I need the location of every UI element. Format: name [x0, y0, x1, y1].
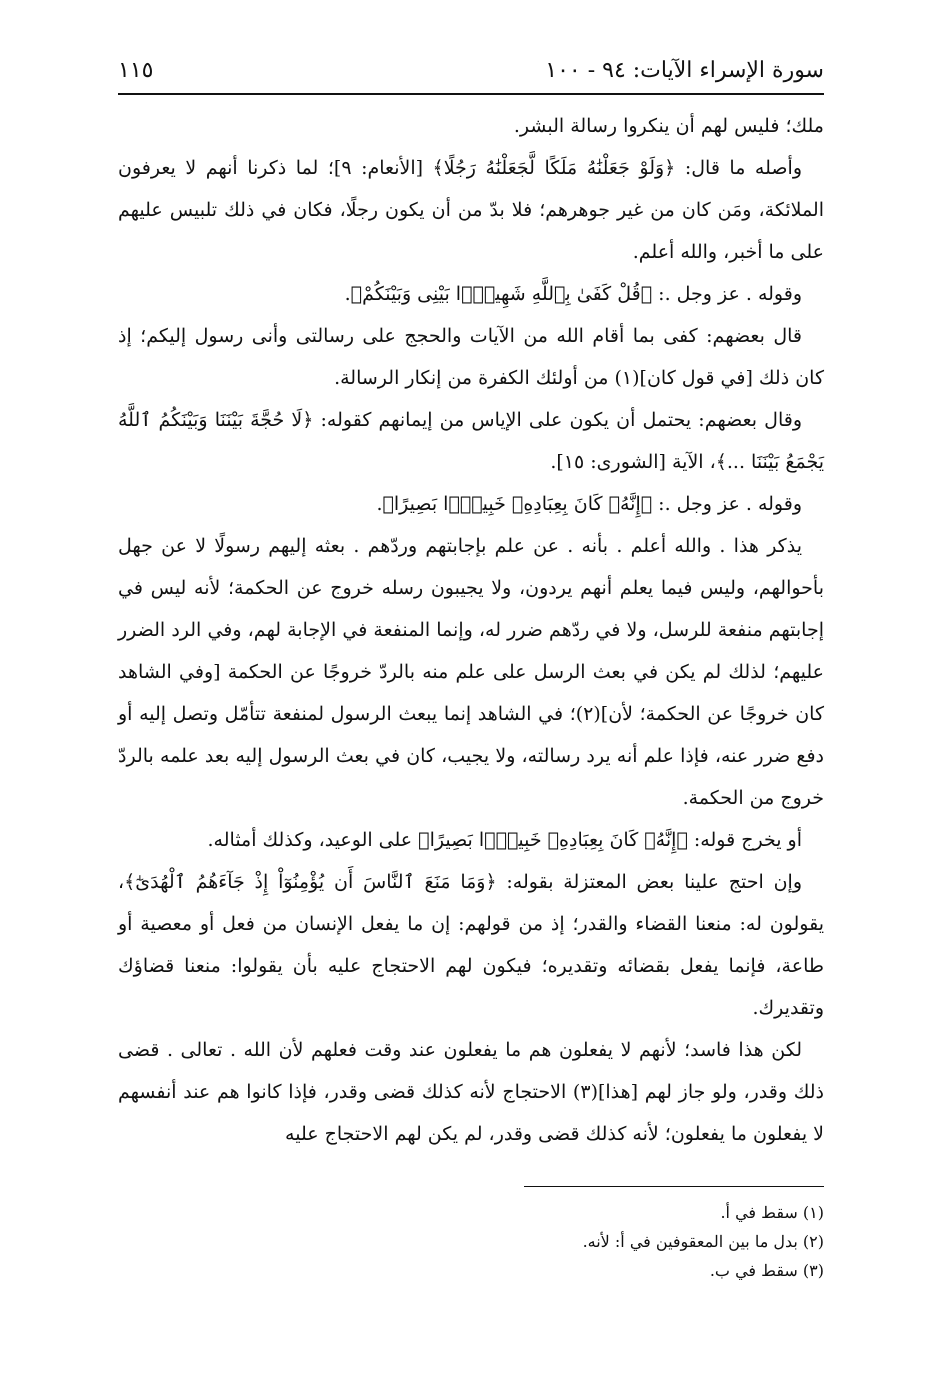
paragraph: وقوله . عز وجل .: ﴿قُلْ كَفَىٰ بِٱللَّهِ شَهِيدًۢا بَيْنِى وَبَيْنَكُمْ﴾. [344, 283, 802, 305]
main-text [118, 105, 824, 1155]
paragraph: وقال بعضهم: يحتمل أن يكون على الإياس من إيمانهم كقوله: ﴿لَا حُجَّةَ بَيْنَنَا وَبَيْنَكُمُ ٱللَّهُ يَجْمَعُ بَيْنَنَا ...﴾، الآية [الشورى: ١٥]. [118, 409, 824, 473]
paragraph: وقوله . عز وجل .: ﴿إِنَّهُۥ كَانَ بِعِبَادِهِۦ خَبِيرًۢا بَصِيرًا﴾. [376, 493, 802, 515]
paragraph: قال بعضهم: كفى بما أقام الله من الآيات والحجج على رسالتى وأنى رسول إليكم؛ إذ كان ذلك [في قول كان](١) من أولئك الكفرة من إنكار الرسالة. [118, 325, 824, 389]
paragraph: أو يخرج قوله: ﴿إِنَّهُۥ كَانَ بِعِبَادِهِۦ خَبِيرًۢا بَصِيرًا﴾ على الوعيد، وكذلك أمثاله. [207, 829, 802, 851]
footnote: (١) سقط في أ. [720, 1203, 824, 1222]
footnote: (٢) بدل ما بين المعقوفين في أ: لأنه. [582, 1232, 824, 1251]
paragraph: لكن هذا فاسد؛ لأنهم لا يفعلون هم ما يفعلون عند وقت فعلهم لأن الله . تعالى . قضى ذلك وقدر، ولو جاز لهم [هذا](٣) الاحتجاج لأنه كذلك قضى وقدر، فإذا كانوا هم عند أنفسهم لا يفعلون ما يفعلون؛ لأنه كذلك قضى وقدر، لم يكن لهم الاحتجاج عليه [118, 1039, 824, 1145]
running-header [118, 50, 824, 90]
paragraph: يذكر هذا . والله أعلم . بأنه . عن علم بإجابتهم وردّهم . بعثه إليهم رسولًا لا عن جهل بأحوالهم، وليس فيما يعلم أنهم يردون، ولا يجيبون رسله خروج عن الحكمة؛ لأنه ليس في إجابتهم منفعة للرسل، ولا في ردّهم ضرر له، وإنما المنفعة في الإجابة لهم، وفي الرد الضرر عليهم؛ لذلك لم يكن في بعث الرسل على علم منه بالردّ خروجًا عن الحكمة [وفي الشاهد كان خروجًا عن الحكمة؛ لأن](٢)؛ في الشاهد إنما يبعث الرسول لمنفعة تتأمّل وتصل إليه أو دفع ضرر عنه، فإذا علم أنه يرد رسالته، ولا يجيب، كان في بعث الرسول إليه بعد علمه بالردّ خروج من الحكمة. [118, 535, 824, 809]
header-divider [118, 93, 824, 95]
footnote-divider [524, 1186, 824, 1187]
footnotes [118, 1198, 824, 1285]
paragraph: وإن احتج علينا بعض المعتزلة بقوله: ﴿وَمَا مَنَعَ ٱلنَّاسَ أَن يُؤْمِنُوٓاْ إِذْ جَآءَهُمُ ٱلْهُدَىٰٓ﴾، يقولون له: منعنا القضاء والقدر؛ إذ من قولهم: إن ما يفعل الإنسان من فعل أو معصية أو طاعة، فإنما يفعل بقضائه وتقديره؛ فيكون لهم الاحتجاج عليه بأن يقولوا: منعنا قضاؤك وتقديرك. [118, 871, 824, 1019]
page-number: ١١٥ [118, 58, 154, 83]
paragraph: وأصله ما قال: ﴿وَلَوْ جَعَلْنَٰهُ مَلَكًا لَّجَعَلْنَٰهُ رَجُلًا﴾ [الأنعام: ٩]؛ لما ذكرنا أنهم لا يعرفون الملائكة، ومَن كان من غير جوهرهم؛ فلا بدّ من أن يكون رجلًا، فكان في ذلك تلبيس عليهم على ما أخبر، والله أعلم. [118, 157, 824, 263]
paragraph: ملك؛ فليس لهم أن ينكروا رسالة البشر. [513, 115, 824, 137]
footnote: (٣) سقط في ب. [709, 1261, 824, 1280]
surah-title: سورة الإسراء الآيات: ٩٤ - ١٠٠ [545, 58, 824, 83]
